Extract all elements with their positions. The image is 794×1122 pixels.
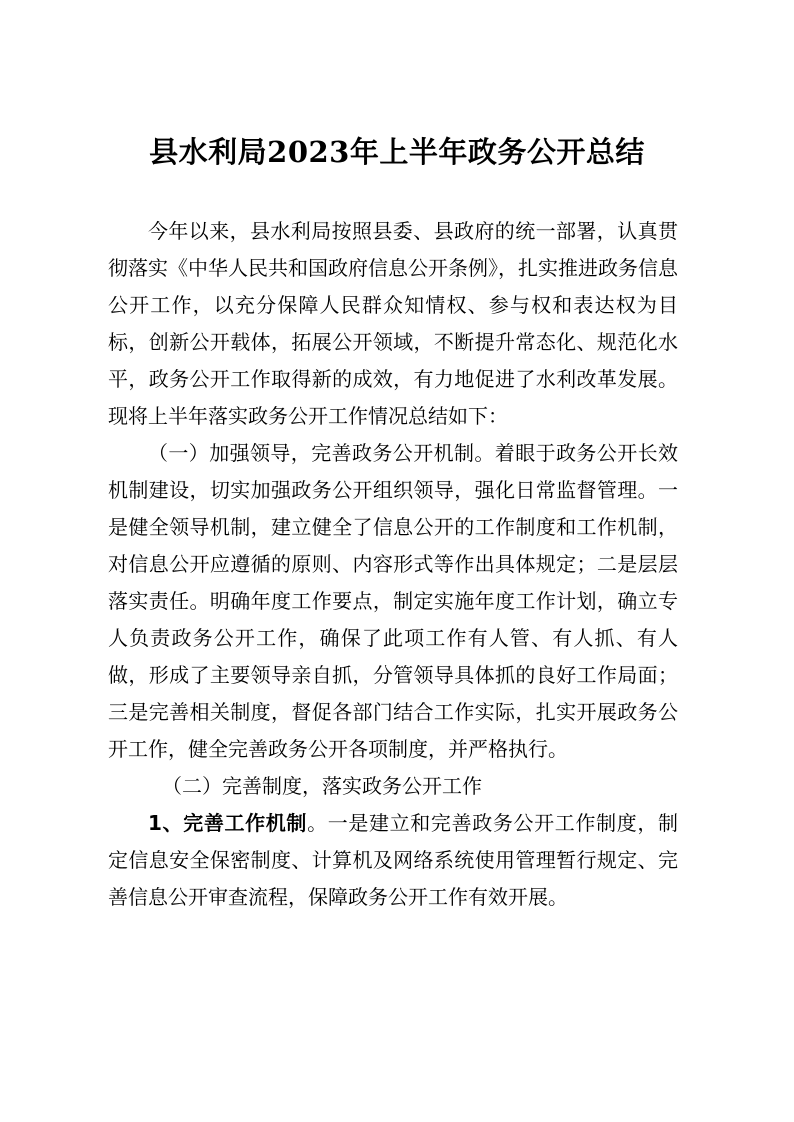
document-title: 县水利局2023年上半年政务公开总结 <box>149 135 645 169</box>
section-2-heading: （二）完善制度，落实政务公开工作 <box>162 774 482 798</box>
item-1-title: 1、完善工作机制 <box>148 811 308 835</box>
section-1-paragraph: （一）加强领导，完善政务公开机制。着眼于政务公开长效机制建设，切实加强政务公开组织领导，强化日常监督管理。一是健全领导机制，建立健全了信息公开的工作制度和工作机制，对信息公开应遵循的原则、内容形式等作出具体规定；二是层层落实责任。明确年度工作要点，制定实施年度工作计划，确立专人负责政务公开工作，确保了此项工作有人管、有人抓、有人做，形成了主要领导亲自抓，分管领导具体抓的良好工作局面；三是完善相关制度，督促各部门结合工作实际，扎实开展政务公开工作，健全完善政务公开各项制度，并严格执行。 <box>108 441 678 761</box>
document-body <box>108 213 678 916</box>
item-1-text: 。一是建立和完善政务公开工作制度，制定信息安全保密制度、计算机及网络系统使用管理暂行规定、完善信息公开审查流程，保障政务公开工作有效开展。 <box>108 811 678 909</box>
item-1-paragraph <box>108 805 678 916</box>
intro-paragraph: 今年以来，县水利局按照县委、县政府的统一部署，认真贯彻落实《中华人民共和国政府信息公开条例》，扎实推进政务信息公开工作，以充分保障人民群众知情权、参与权和表达权为目标，创新公开载体，拓展公开领域，不断提升常态化、规范化水平，政务公开工作取得新的成效，有力地促进了水利改革发展。现将上半年落实政务公开工作情况总结如下： <box>108 219 678 428</box>
